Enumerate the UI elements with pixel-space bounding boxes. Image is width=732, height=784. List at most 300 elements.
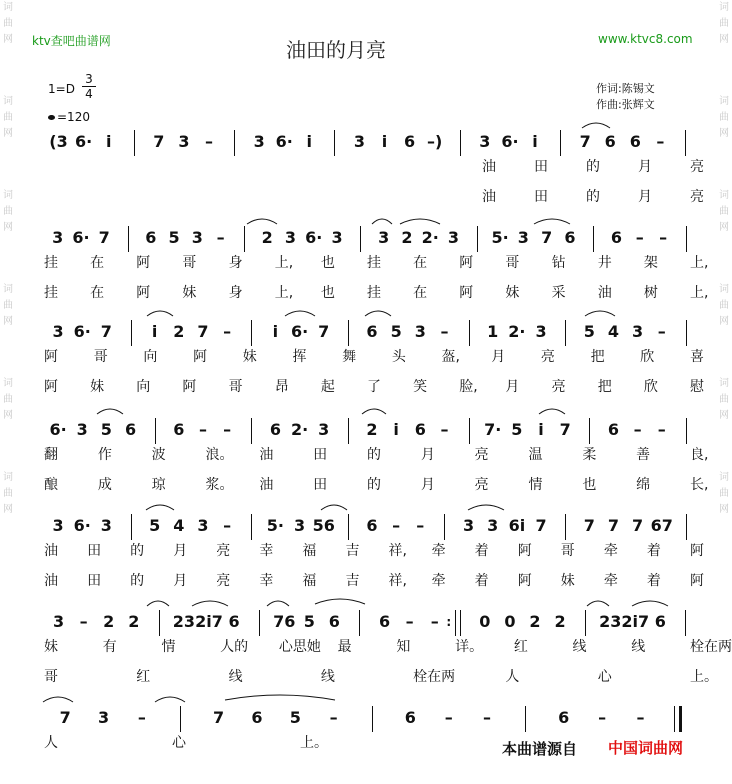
lyric-syllable: 喜 [690,349,704,365]
lyric-syllable: 头 [391,349,406,365]
lyric-syllable: 月 [420,447,435,463]
barline [348,418,349,444]
note: 5 [168,228,180,247]
note: 76 [273,612,296,631]
lyric-syllable: 祥, [388,573,407,589]
edge-watermark-glyph: 网 [719,128,729,139]
lyric-syllable: 良, [690,447,709,463]
barline [685,130,686,156]
note: 6 [564,228,576,247]
note: – [483,708,492,727]
lyric-syllable: 浪。 [205,447,234,463]
lyric-row [0,188,732,208]
note: 2 [529,612,541,631]
lyric-syllable: 哥 [505,255,520,271]
note: 3 [517,228,529,247]
repeat-sign: : [446,615,452,629]
lyric-syllable: 向 [143,349,158,365]
barline [686,320,687,346]
lyric-syllable: 有 [102,639,117,655]
barline [155,418,156,444]
lyric-syllable: 阿 [44,379,58,395]
barline [565,320,566,346]
lyric-row [0,542,732,562]
note: – [198,420,207,439]
note: 7 [541,228,553,247]
note: 6 [269,420,281,439]
lyric-syllable: 月 [173,543,188,559]
note: 3 [191,228,203,247]
note: 3 [487,516,499,535]
lyric-syllable: 把 [590,349,605,365]
notation-row [0,516,732,538]
notation-row [0,132,732,154]
note: 6 [404,132,416,151]
lyric-syllable: 月 [173,573,188,589]
edge-watermark-glyph: 网 [3,316,13,327]
note: 7· [484,420,502,439]
note: 6· [290,322,309,341]
edge-watermark-glyph: 曲 [719,206,729,217]
lyric-syllable: 亮 [474,447,489,463]
song-title: 油田的月亮 [286,38,386,62]
lyric-syllable: 人的 [220,639,249,655]
barline [469,320,470,346]
lyric-row [0,254,732,274]
note: 3 [52,322,64,341]
lyric-syllable: 田 [534,189,548,205]
edge-watermark-glyph: 词 [3,284,13,295]
note: 6 [173,420,185,439]
note: 6 [124,420,137,439]
lyric-syllable: 在 [90,255,105,271]
lyric-syllable: 绵 [636,477,651,493]
note: 2· [421,228,439,247]
note: i [306,132,313,151]
note: 3 [52,516,64,535]
lyric-syllable: 月 [420,477,435,493]
lyric-syllable: 牵 [603,543,618,559]
lyric-syllable: 舞 [342,349,357,365]
note: – [430,612,439,631]
lyric-syllable: 妹 [242,349,257,365]
edge-watermark-glyph: 词 [719,378,729,389]
lyric-syllable: 温 [528,447,543,463]
note: 56 [312,516,335,535]
note: 7 [318,322,330,341]
lyric-syllable: 哥 [560,543,575,559]
note: 7 [98,228,110,247]
lyric-syllable: 线 [631,639,646,655]
lyric-syllable: 牵 [431,543,446,559]
lyric-row [0,638,732,658]
lyric-syllable: 着 [474,543,489,559]
note: 5· [266,516,285,535]
note: 3 [178,132,190,151]
note: 7 [607,516,620,535]
note: 5· [491,228,509,247]
lyric-syllable: 着 [474,573,489,589]
lyric-syllable: 红 [513,639,528,655]
lyric-syllable: 线 [320,669,335,685]
note: – [656,132,665,151]
lyric-syllable: 心 [172,735,186,751]
lyric-syllable: 昂 [274,379,289,395]
lyric-syllable: 油 [44,543,58,559]
lyric-syllable: 阿 [517,573,532,589]
lyric-syllable: 阿 [459,285,474,301]
lyric-syllable: 也 [582,477,597,493]
notation-row [0,708,732,730]
lyric-syllable: 牵 [603,573,618,589]
edge-watermark-glyph: 词 [3,2,13,13]
lyric-syllable: 幸 [259,543,274,559]
lyric-syllable: 油 [259,477,274,493]
lyric-syllable: 翻 [44,447,58,463]
lyric-syllable: 井 [597,255,612,271]
note: 3 [97,708,110,727]
note: – [440,420,449,439]
lyric-syllable: 吉 [345,573,360,589]
barline [348,514,349,540]
barline [134,130,135,156]
barline [180,706,181,732]
lyric-syllable: 哥 [44,669,58,685]
edge-watermark-glyph: 词 [3,96,13,107]
lyric-syllable: 阿 [690,573,704,589]
edge-watermark-glyph: 曲 [719,18,729,29]
note: 7 [579,132,591,151]
barline [372,706,373,732]
lyric-syllable: 在 [413,285,428,301]
note: 5 [100,420,112,439]
edge-watermark-glyph: 词 [3,472,13,483]
note: 7 [632,516,644,535]
note: 6 [366,516,378,535]
barline [674,706,675,732]
note: 7 [197,322,209,341]
note: – [223,322,232,341]
lyric-syllable: 的 [586,189,600,205]
lyric-syllable: 着 [646,543,661,559]
edge-watermark-glyph: 曲 [3,394,13,405]
note: 3 [76,420,88,439]
note: 5 [511,420,523,439]
edge-watermark-glyph: 网 [3,128,13,139]
note: – [636,708,645,727]
barline [686,514,687,540]
lyric-syllable: 在 [90,285,105,301]
note: 3 [353,132,366,151]
note: i [393,420,399,439]
lyric-syllable: 阿 [193,349,208,365]
lyric-syllable: 祥, [388,543,407,559]
barline [244,226,245,252]
composer-credit: 作曲:张辉文 [596,98,655,111]
note: 7 [559,420,571,439]
meter-bottom: 4 [85,87,93,101]
lyric-syllable: 上。 [300,735,328,751]
edge-watermark-glyph: 网 [719,222,729,233]
note: 6· [75,132,93,151]
edge-watermark-glyph: 词 [719,2,729,13]
note: – [633,420,642,439]
note: 3 [535,322,547,341]
lyric-syllable: 月 [638,189,652,205]
lyric-syllable: 上。 [690,669,718,685]
edge-watermark-glyph: 网 [3,34,13,45]
note: 2 [261,228,273,247]
note: 67 [650,516,673,535]
edge-watermark-glyph: 曲 [719,112,729,123]
barline [460,130,461,156]
lyric-syllable: 哥 [93,349,108,365]
lyric-syllable: 吉 [345,543,360,559]
note: i [105,132,112,151]
note: 6 [404,708,416,727]
lyric-syllable: 的 [367,447,381,463]
key-signature: 1=D [48,82,75,96]
note: – [216,228,225,247]
barline [560,130,561,156]
lyric-syllable: 田 [313,477,328,493]
note: – [657,322,666,341]
lyric-syllable: 牵 [431,573,446,589]
lyric-syllable: 挂 [44,285,58,301]
note: 3 [632,322,644,341]
lyric-syllable: 心 [597,669,612,685]
note: 3 [378,228,390,247]
barline [334,130,335,156]
lyric-syllable: 长, [690,477,709,493]
note: 6 [328,612,340,631]
edge-watermark-glyph: 曲 [719,394,729,405]
note: – [659,228,668,247]
lyricist-credit: 作词:陈锡文 [596,82,655,95]
note: 0 [479,612,491,631]
note: – [635,228,644,247]
note: 6 [654,612,666,631]
edge-watermark-glyph: 曲 [3,206,13,217]
barline [685,610,686,636]
lyric-syllable: 欣 [643,379,658,395]
note: 4 [173,516,185,535]
note: 6· [275,132,293,151]
lyric-row [0,348,732,368]
note: 3 [197,516,209,535]
lyric-syllable: 阿 [182,379,197,395]
note: – [79,612,88,631]
note: 0 [504,612,516,631]
note: 6· [305,228,323,247]
site-url-right: www.ktvc8.com [598,32,693,46]
lyric-syllable: 栓在两 [413,669,456,685]
barline [131,514,132,540]
note: 6 [604,132,616,151]
source-note: 本曲谱源自 [502,740,578,758]
note: 3 [52,612,65,631]
lyric-syllable: 人 [44,735,58,751]
meter-top: 3 [82,72,96,87]
lyric-syllable: 线 [228,669,243,685]
barline [477,226,478,252]
note: 6· [72,228,90,247]
note: 6· [49,420,67,439]
note: – [223,420,232,439]
edge-watermark-glyph: 曲 [3,300,13,311]
note: 2 [554,612,566,631]
lyric-syllable: 身 [228,285,243,301]
note: – [223,516,232,535]
edge-watermark-glyph: 网 [3,222,13,233]
note: (3 [49,132,68,151]
note: 2i7 [195,612,223,631]
note: i [381,132,388,151]
edge-watermark-glyph: 网 [719,34,729,45]
barline [251,418,252,444]
lyric-syllable: 作 [97,447,112,463]
lyric-syllable: 的 [367,477,381,493]
note: 6 [607,420,620,439]
lyric-syllable: 树 [643,285,658,301]
lyric-syllable: 的 [130,543,145,559]
note: 7 [535,516,547,535]
barline [593,226,594,252]
lyric-syllable: 笑 [413,379,428,395]
barline [686,226,687,252]
lyric-syllable: 妹 [560,573,575,589]
notation-row [0,322,732,344]
lyric-syllable: 身 [228,255,243,271]
lyric-syllable: 红 [136,669,151,685]
lyric-syllable: 架 [643,255,658,271]
lyric-syllable: 情 [161,639,176,655]
note: i [151,322,158,341]
barline [585,610,586,636]
lyric-syllable: 线 [572,639,587,655]
barline [679,706,682,732]
edge-watermark-glyph: 网 [3,410,13,421]
lyric-syllable: 妹 [90,379,105,395]
note: 6 [414,420,426,439]
lyric-syllable: 田 [87,543,102,559]
edge-watermark-glyph: 词 [719,472,729,483]
lyric-syllable: 月 [491,349,506,365]
note: 6 [366,322,378,341]
lyric-syllable: 栓在两 [690,639,732,655]
note: – [416,516,425,535]
note: 7 [100,322,112,341]
edge-watermark-glyph: 曲 [3,488,13,499]
lyric-syllable: 盔, [441,349,460,365]
lyric-syllable: 妹 [505,285,520,301]
note: – [598,708,607,727]
note: 7 [59,708,71,727]
edge-watermark-glyph: 网 [719,504,729,515]
note: 3 [463,516,475,535]
lyric-syllable: 亮 [690,189,704,205]
note: – [405,612,414,631]
note: 2· [508,322,526,341]
lyric-syllable: 油 [259,447,274,463]
lyric-syllable: 田 [534,159,548,175]
edge-watermark-glyph: 词 [719,284,729,295]
note: 2i7 [621,612,650,631]
lyric-syllable: 的 [130,573,145,589]
lyric-syllable: 亮 [690,159,704,175]
edge-watermark-glyph: 曲 [3,112,13,123]
lyric-syllable: 油 [482,159,496,175]
lyric-syllable: 慰 [690,379,704,395]
notation-row [0,612,732,634]
barline [460,610,461,636]
lyric-syllable: 心思她 [278,639,321,655]
edge-watermark-glyph: 曲 [719,300,729,311]
note: i [272,322,279,341]
note: 3 [293,516,306,535]
lyric-row [0,284,732,304]
note: 5 [289,708,301,727]
note: i [538,420,544,439]
lyric-syllable: 福 [302,573,317,589]
lyric-syllable: 油 [597,285,612,301]
lyric-syllable: 亮 [540,349,555,365]
note: 6 [228,612,240,631]
lyric-syllable: 阿 [517,543,532,559]
lyric-syllable: 的 [586,159,600,175]
note: 7 [213,708,225,727]
lyric-syllable: 情 [528,477,543,493]
note: 5 [390,322,402,341]
lyric-syllable: 阿 [44,349,58,365]
lyric-syllable: 上, [690,285,709,301]
lyric-syllable: 阿 [459,255,474,271]
note: 3 [318,420,330,439]
lyric-syllable: 起 [320,379,335,395]
note: 3 [284,228,297,247]
barline [359,610,360,636]
lyric-syllable: 钻 [551,255,566,271]
lyric-syllable: 着 [646,573,661,589]
barline [128,226,129,252]
lyric-syllable: 亮 [474,477,489,493]
lyric-syllable: 哥 [228,379,243,395]
notation-row [0,228,732,250]
site-name-left: ktv查吧曲谱网 [32,34,111,48]
lyric-syllable: 月 [505,379,520,395]
note: 6 [251,708,263,727]
note: 5 [303,612,315,631]
barline [589,418,590,444]
lyric-syllable: 上, [274,255,294,271]
barline [360,226,361,252]
note: 6 [558,708,570,727]
lyric-syllable: 挂 [44,255,58,271]
note: – [657,420,666,439]
note: 4 [607,322,620,341]
barline [234,130,235,156]
lyric-row [0,446,732,466]
note: 6i [508,516,526,535]
lyric-syllable: 挂 [367,255,381,271]
barline [455,610,456,636]
lyric-syllable: 挥 [292,349,307,365]
note: 3 [331,228,343,247]
note: 6· [73,516,91,535]
note: 5 [583,322,595,341]
lyric-syllable: 亮 [216,573,231,589]
note: 3 [414,322,426,341]
